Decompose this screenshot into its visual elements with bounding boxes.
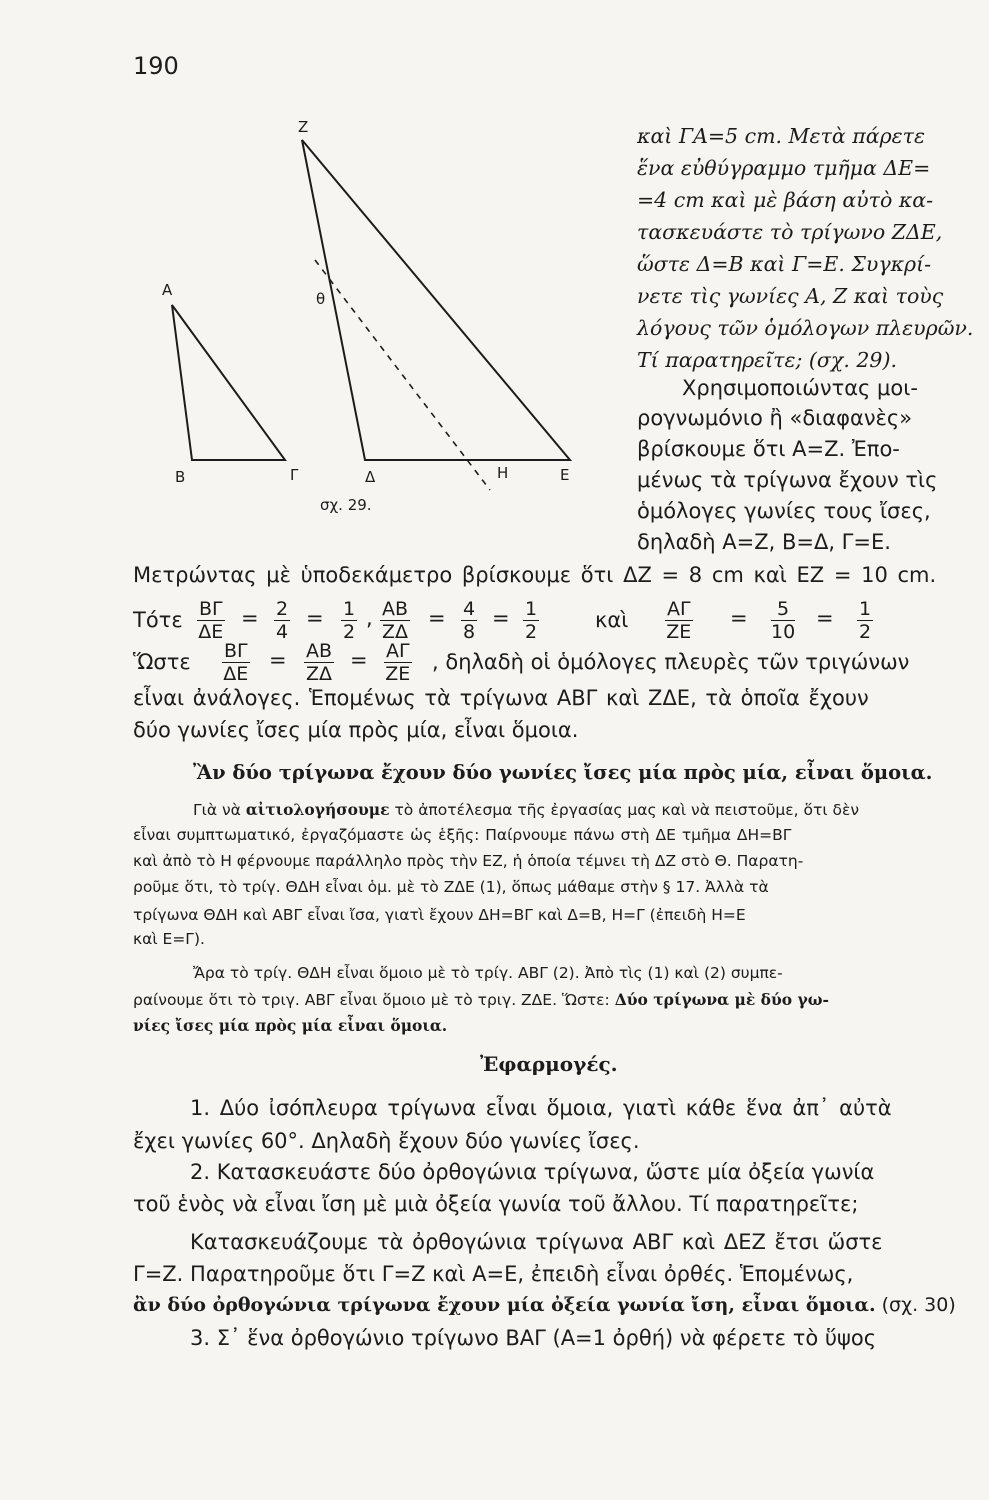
proof-line-6: καὶ Ε=Γ). (133, 930, 205, 948)
rc-line-2: ἕνα εὐθύγραμμο τμῆμα ΔΕ= (637, 156, 931, 180)
fraction-1-2-c: $\frac{1}{2}$ (859, 598, 872, 643)
fraction-1-2-b: $\frac{1}{2}$ (525, 598, 538, 643)
eq-1: = (241, 606, 259, 630)
eq-6: = (816, 606, 834, 630)
figure-caption: σχ. 29. (320, 496, 372, 514)
app-line-5: Κατασκευάζουμε τὰ ὀρθογώνια τρίγωνα ΑΒΓ καὶ ΔΕΖ ἔτσι ὥστε (190, 1230, 883, 1254)
oste-tail: , δηλαδὴ οἱ ὁμόλογες πλευρὲς τῶν τριγώνων (432, 650, 910, 674)
fraction-bg-de-2: $\frac{B\Gamma}{\Delta E}$ (223, 640, 249, 685)
eq-8: = (350, 648, 368, 672)
kai-1: καὶ (595, 608, 629, 632)
app-line-6: Γ=Ζ. Παρατηροῦμε ὅτι Γ=Ζ καὶ Α=Ε, ἐπειδὴ εἶναι ὀρθές. Ἑπομένως, (133, 1262, 854, 1286)
label-g: Γ (290, 466, 299, 484)
fraction-ag-ze-2: $\frac{A\Gamma}{ZE}$ (385, 640, 411, 685)
eq-2: = (306, 606, 324, 630)
rc-line-14: δηλαδὴ Α=Ζ, Β=Δ, Γ=Ε. (637, 530, 891, 554)
app-line-4: τοῦ ἑνὸς νὰ εἶναι ἴση μὲ μιὰ ὀξεία γωνία τοῦ ἄλλου. Τί παρατηρεῖτε; (133, 1192, 859, 1216)
segment-theta-h (315, 260, 490, 490)
rc-line-4: τασκευάστε τὸ τρίγωνο ΖΔΕ, (637, 220, 943, 244)
proof-line-3: καὶ ἀπὸ τὸ Η φέρνουμε παράλληλο πρὸς τὴν ΕΖ, ἡ ὁποία τέμνει τὴ ΔΖ στὸ Θ. Παρατη- (133, 852, 804, 870)
app-line-1: 1. Δύο ἰσόπλευρα τρίγωνα εἶναι ὅμοια, γιατὶ κάθε ἕνα ἀπ᾽ αὐτὰ (190, 1096, 892, 1120)
proof2-line-3: νίες ἴσες μία πρὸς μία εἶναι ὅμοια. (133, 1016, 448, 1035)
proof-line-4: ροῦμε ὅτι, τὸ τρίγ. ΘΔΗ εἶναι ὁμ. μὲ τὸ ΖΔΕ (1), ὅπως μάθαμε στὴν § 17. Ἀλλὰ τὰ (133, 878, 769, 896)
measure-line: Μετρώντας μὲ ὑποδεκάμετρο βρίσκουμε ὅτι ΔΖ = 8 cm καὶ ΕΖ = 10 cm. (133, 563, 937, 587)
theorem: Ἂν δύο τρίγωνα ἔχουν δύο γωνίες ἴσες μία πρὸς μία, εἶναι ὅμοια. (193, 761, 933, 784)
applications-title: Ἐφαρμογές. (480, 1052, 618, 1076)
rc-line-1: καὶ ΓΑ=5 cm. Μετὰ πάρετε (637, 124, 925, 148)
para1-line-1: εἶναι ἀνάλογες. Ἑπομένως τὰ τρίγωνα ΑΒΓ καὶ ΖΔΕ, τὰ ὁποῖα ἔχουν (133, 686, 869, 710)
fraction-ab-zd-2: $\frac{AB}{Z\Delta}$ (306, 640, 333, 685)
fraction-bg-de: $\frac{B\Gamma}{\Delta E}$ (198, 598, 224, 643)
label-theta: θ (316, 290, 326, 308)
label-e: Ε (560, 466, 570, 484)
app-line-3: 2. Κατασκευάστε δύο ὀρθογώνια τρίγωνα, ὥστε μία ὀξεία γωνία (190, 1160, 875, 1184)
app-line-7: ἂν δύο ὀρθογώνια τρίγωνα ἔχουν μία ὀξεία γωνία ἴση, εἶναι ὅμοια. (σχ. 30) (133, 1294, 956, 1316)
proof-line-1: Γιὰ νὰ αἰτιολογήσουμε τὸ ἀποτέλεσμα τῆς ἐργασίας μας καὶ νὰ πειστοῦμε, ὅτι δὲν (193, 800, 860, 819)
app-line-8: 3. Σ᾽ ἕνα ὀρθογώνιο τρίγωνο ΒΑΓ (Α=1 ὀρθή) νὰ φέρετε τὸ ὕψος (190, 1326, 877, 1350)
fraction-4-8: $\frac{4}{8}$ (463, 598, 476, 643)
eq-7: = (269, 648, 287, 672)
label-h: Η (497, 464, 509, 482)
rc-line-7: λόγους τῶν ὁμόλογων πλευρῶν. (637, 316, 974, 340)
fraction-5-10: $\frac{5}{10}$ (771, 598, 796, 643)
eq-5: = (730, 606, 748, 630)
proof-line-2: εἶναι συμπτωματικό, ἐργαζόμαστε ὡς ἑξῆς: Παίρνουμε πάνω στὴ ΔΕ τμῆμα ΔΗ=ΒΓ (133, 826, 792, 844)
triangle-zde (302, 140, 570, 460)
tote-label: Τότε (133, 608, 183, 632)
proof2-line-2: ραίνουμε ὅτι τὸ τριγ. ΑΒΓ εἶναι ὅμοιο μὲ τὸ τριγ. ΖΔΕ. Ὥστε: Δύο τρίγωνα μὲ δύο γω- (133, 990, 829, 1009)
label-a: Α (162, 281, 173, 299)
rc-line-6: νετε τὶς γωνίες Α, Ζ καὶ τοὺς (637, 284, 944, 308)
app-line-2: ἔχει γωνίες 60°. Δηλαδὴ ἔχουν δύο γωνίες ἴσες. (133, 1129, 640, 1153)
rc-line-11: βρίσκουμε ὅτι Α=Ζ. Ἐπο- (637, 437, 900, 461)
rc-line-10: ρογνωμόνιο ἢ «διαφανὲς» (637, 406, 913, 430)
rc-line-12: μένως τὰ τρίγωνα ἔχουν τὶς (637, 468, 938, 492)
eq-4: = (492, 606, 510, 630)
fraction-2-4: $\frac{2}{4}$ (276, 598, 289, 643)
rc-line-13: ὁμόλογες γωνίες τους ἴσες, (637, 499, 931, 523)
oste-label: Ὥστε (133, 650, 191, 674)
page-number: 190 (133, 52, 179, 80)
label-z: Ζ (298, 118, 309, 136)
eq-3: = (428, 606, 446, 630)
fraction-1-2-a: $\frac{1}{2}$ (343, 598, 356, 643)
label-b: Β (175, 468, 186, 486)
rc-line-8: Τί παρατηρεῖτε; (σχ. 29). (637, 348, 897, 372)
para1-line-2: δύο γωνίες ἴσες μία πρὸς μία, εἶναι ὅμοια. (133, 718, 579, 742)
fraction-ab-zd: $\frac{AB}{Z\Delta}$ (382, 598, 409, 643)
rc-line-9: Χρησιμοποιώντας μοι- (682, 376, 918, 400)
triangle-abg (172, 305, 285, 460)
rc-line-3: =4 cm καὶ μὲ βάση αὐτὸ κα- (637, 188, 934, 212)
rc-line-5: ὥστε Δ=Β καὶ Γ=Ε. Συγκρί- (637, 252, 932, 276)
comma-1: , (366, 606, 373, 630)
proof-line-5: τρίγωνα ΘΔΗ καὶ ΑΒΓ εἶναι ἴσα, γιατὶ ἔχουν ΔΗ=ΒΓ καὶ Δ=Β, Η=Γ (ἐπειδὴ Η=Ε (133, 906, 746, 924)
label-d: Δ (365, 468, 376, 486)
proof2-line-1: Ἄρα τὸ τρίγ. ΘΔΗ εἶναι ὅμοιο μὲ τὸ τρίγ. ΑΒΓ (2). Ἀπὸ τὶς (1) καὶ (2) συμπε- (193, 964, 783, 982)
fraction-ag-ze: $\frac{A\Gamma}{ZE}$ (666, 598, 692, 643)
figure-29 (150, 110, 590, 520)
